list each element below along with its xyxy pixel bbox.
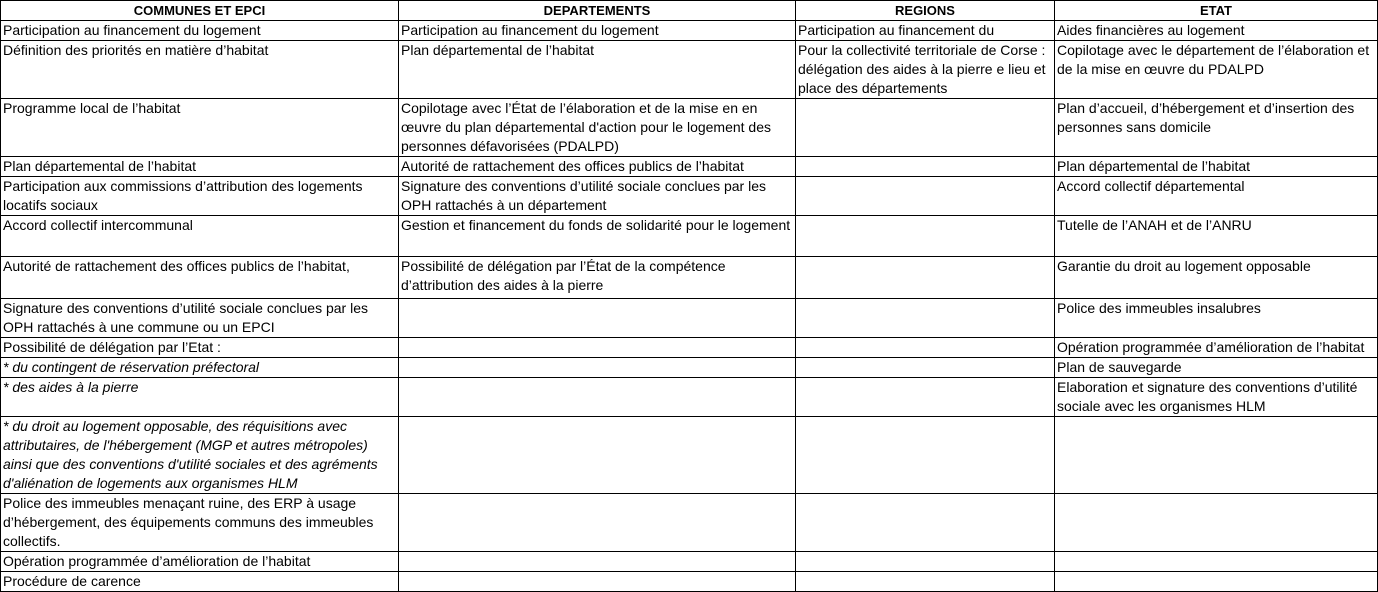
cell-departements: Signature des conventions d’utilité sociale conclues par les OPH rattachés à un département <box>399 177 796 216</box>
cell-departements <box>399 299 796 338</box>
header-row <box>1 1 1378 21</box>
cell-regions <box>796 494 1055 552</box>
cell-etat: Garantie du droit au logement opposable <box>1055 257 1378 299</box>
table-row <box>1 572 1378 592</box>
header-departements: DEPARTEMENTS <box>399 1 796 21</box>
cell-etat: Tutelle de l’ANAH et de l’ANRU <box>1055 216 1378 257</box>
table-row <box>1 494 1378 552</box>
cell-communes-epci: * du droit au logement opposable, des réquisitions avec attributaires, de l'hébergement (MGP et autres métropoles) ainsi que des conventions d'utilité sociales et des agréments d'aliénation de logements aux organismes HLM <box>1 417 399 494</box>
cell-regions <box>796 299 1055 338</box>
table-row <box>1 21 1378 41</box>
cell-regions <box>796 99 1055 157</box>
table-row <box>1 216 1378 257</box>
cell-regions <box>796 417 1055 494</box>
cell-departements <box>399 572 796 592</box>
table-row <box>1 177 1378 216</box>
cell-regions: Pour la collectivité territoriale de Corse : délégation des aides à la pierre e lieu et place des départements <box>796 41 1055 99</box>
cell-regions <box>796 157 1055 177</box>
cell-communes-epci: Procédure de carence <box>1 572 399 592</box>
cell-communes-epci: * du contingent de réservation préfectoral <box>1 358 399 378</box>
cell-regions: Participation au financement du <box>796 21 1055 41</box>
cell-etat: Elaboration et signature des conventions d’utilité sociale avec les organismes HLM <box>1055 378 1378 417</box>
cell-regions <box>796 216 1055 257</box>
cell-regions <box>796 257 1055 299</box>
cell-departements <box>399 552 796 572</box>
cell-communes-epci: Programme local de l’habitat <box>1 99 399 157</box>
cell-departements: Gestion et financement du fonds de solidarité pour le logement <box>399 216 796 257</box>
cell-etat: Plan départemental de l’habitat <box>1055 157 1378 177</box>
cell-etat: Copilotage avec le département de l’élaboration et de la mise en œuvre du PDALPD <box>1055 41 1378 99</box>
cell-communes-epci: Accord collectif intercommunal <box>1 216 399 257</box>
table-row <box>1 257 1378 299</box>
cell-communes-epci: Opération programmée d’amélioration de l’habitat <box>1 552 399 572</box>
cell-communes-epci: * des aides à la pierre <box>1 378 399 417</box>
table-row <box>1 358 1378 378</box>
table-row <box>1 338 1378 358</box>
cell-departements: Plan départemental de l’habitat <box>399 41 796 99</box>
cell-communes-epci: Définition des priorités en matière d’habitat <box>1 41 399 99</box>
table-row <box>1 299 1378 338</box>
cell-etat <box>1055 572 1378 592</box>
cell-regions <box>796 552 1055 572</box>
cell-regions <box>796 358 1055 378</box>
table-row <box>1 157 1378 177</box>
cell-departements: Autorité de rattachement des offices publics de l’habitat <box>399 157 796 177</box>
cell-communes-epci: Possibilité de délégation par l’Etat : <box>1 338 399 358</box>
cell-etat <box>1055 417 1378 494</box>
cell-etat: Accord collectif départemental <box>1055 177 1378 216</box>
cell-regions <box>796 378 1055 417</box>
cell-etat <box>1055 552 1378 572</box>
cell-communes-epci: Police des immeubles menaçant ruine, des ERP à usage d’hébergement, des équipements communs des immeubles collectifs. <box>1 494 399 552</box>
cell-etat: Plan de sauvegarde <box>1055 358 1378 378</box>
cell-etat: Opération programmée d’amélioration de l’habitat <box>1055 338 1378 358</box>
table-row <box>1 99 1378 157</box>
cell-departements <box>399 378 796 417</box>
table-row <box>1 378 1378 417</box>
table-row <box>1 417 1378 494</box>
table-row <box>1 41 1378 99</box>
cell-communes-epci: Participation au financement du logement <box>1 21 399 41</box>
table-body <box>1 21 1378 592</box>
cell-communes-epci: Plan départemental de l’habitat <box>1 157 399 177</box>
header-etat: ETAT <box>1055 1 1378 21</box>
cell-departements <box>399 417 796 494</box>
header-communes-epci: COMMUNES ET EPCI <box>1 1 399 21</box>
cell-etat: Plan d’accueil, d’hébergement et d’insertion des personnes sans domicile <box>1055 99 1378 157</box>
cell-departements <box>399 338 796 358</box>
cell-regions <box>796 177 1055 216</box>
cell-etat: Aides financières au logement <box>1055 21 1378 41</box>
cell-departements <box>399 358 796 378</box>
cell-departements: Copilotage avec l’État de l’élaboration et de la mise en en œuvre du plan départemental d'action pour le logement des personnes défavorisées (PDALPD) <box>399 99 796 157</box>
cell-regions <box>796 338 1055 358</box>
cell-communes-epci: Signature des conventions d’utilité sociale conclues par les OPH rattachés à une commune ou un EPCI <box>1 299 399 338</box>
cell-regions <box>796 572 1055 592</box>
cell-etat <box>1055 494 1378 552</box>
header-regions: REGIONS <box>796 1 1055 21</box>
cell-communes-epci: Participation aux commissions d’attribution des logements locatifs sociaux <box>1 177 399 216</box>
cell-departements: Possibilité de délégation par l’État de la compétence d’attribution des aides à la pierre <box>399 257 796 299</box>
cell-communes-epci: Autorité de rattachement des offices publics de l’habitat, <box>1 257 399 299</box>
table-row <box>1 552 1378 572</box>
cell-departements: Participation au financement du logement <box>399 21 796 41</box>
cell-etat: Police des immeubles insalubres <box>1055 299 1378 338</box>
cell-departements <box>399 494 796 552</box>
